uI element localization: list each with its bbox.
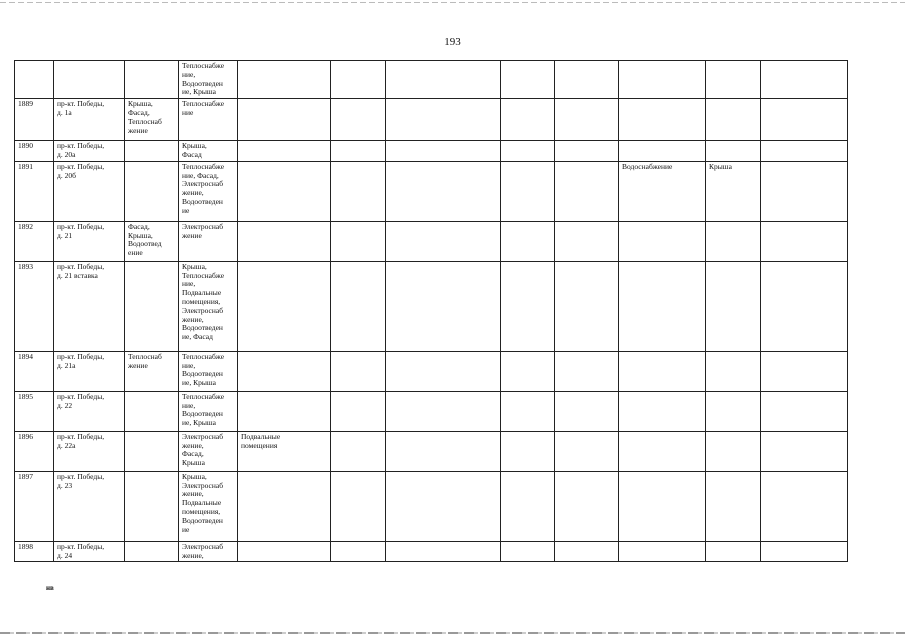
work-col11-cell [706,471,761,541]
address-cell: пр-кт. Победы, д. 23 [54,471,125,541]
work-col5-cell [238,351,331,391]
work-col3-cell [125,261,179,351]
table-row [15,99,848,141]
work-col12-cell [761,391,848,431]
work-col12-cell [761,61,848,99]
work-col9-cell [555,431,619,471]
work-col7-cell [386,161,501,221]
work-col7-cell [386,471,501,541]
work-col11-cell [706,61,761,99]
table-row [15,141,848,162]
work-col8-cell [501,141,555,162]
row-number-cell: 1897 [15,471,54,541]
work-col4-cell: Электроснаб жение, Фасад, Крыша [179,431,238,471]
work-col10-cell [619,141,706,162]
work-col3-cell [125,161,179,221]
work-col4-cell: Крыша, Электроснаб жение, Подвальные помещения, Водоотведен ие [179,471,238,541]
address-cell: пр-кт. Победы, д. 22а [54,431,125,471]
work-col4-cell: Теплоснабже ние, Водоотведен ие, Крыша [179,391,238,431]
row-number-cell: 1895 [15,391,54,431]
work-col5-cell [238,261,331,351]
work-col5-cell [238,99,331,141]
row-number-cell: 1898 [15,541,54,562]
work-col10-cell [619,431,706,471]
address-cell: пр-кт. Победы, д. 22 [54,391,125,431]
address-cell: пр-кт. Победы, д. 20б [54,161,125,221]
table-row [15,351,848,391]
work-col8-cell [501,161,555,221]
work-col5-cell [238,221,331,261]
work-col12-cell [761,431,848,471]
work-col6-cell [331,161,386,221]
row-number-cell [15,61,54,99]
work-col11-cell [706,391,761,431]
work-col6-cell [331,431,386,471]
work-col8-cell [501,471,555,541]
work-col10-cell [619,61,706,99]
table-row [15,471,848,541]
scan-edge-top [0,2,905,3]
work-col3-cell [125,471,179,541]
table-row [15,391,848,431]
work-col12-cell [761,161,848,221]
work-col9-cell [555,99,619,141]
work-col12-cell [761,261,848,351]
repair-schedule-table [14,60,848,562]
work-col11-cell [706,431,761,471]
work-col10-cell [619,221,706,261]
work-col11-cell [706,541,761,562]
work-col6-cell [331,221,386,261]
work-col6-cell [331,471,386,541]
work-col5-cell [238,541,331,562]
table-row [15,431,848,471]
work-col5-cell [238,61,331,99]
table-row [15,161,848,221]
row-number-cell: 1893 [15,261,54,351]
work-col3-cell [125,541,179,562]
work-col9-cell [555,221,619,261]
address-cell [54,61,125,99]
work-col9-cell [555,141,619,162]
work-col8-cell [501,221,555,261]
address-cell: пр-кт. Победы, д. 21 [54,221,125,261]
work-col6-cell [331,99,386,141]
row-number-cell: 1896 [15,431,54,471]
work-col3-cell [125,431,179,471]
work-col4-cell: Теплоснабже ние, Водоотведен ие, Крыша [179,61,238,99]
address-cell: пр-кт. Победы, д. 24 [54,541,125,562]
work-col6-cell [331,391,386,431]
address-cell: пр-кт. Победы, д. 1а [54,99,125,141]
work-col6-cell [331,141,386,162]
page-number: 193 [444,36,461,48]
work-col10-cell [619,471,706,541]
work-col3-cell [125,391,179,431]
table-row [15,221,848,261]
work-col12-cell [761,351,848,391]
work-col3-cell: Теплоснаб жение [125,351,179,391]
work-col12-cell [761,471,848,541]
work-col9-cell [555,471,619,541]
work-col11-cell [706,141,761,162]
work-col9-cell [555,161,619,221]
work-col3-cell: Фасад, Крыша, Водоотвед ение [125,221,179,261]
row-number-cell: 1892 [15,221,54,261]
work-col11-cell [706,351,761,391]
work-col10-cell [619,351,706,391]
work-col8-cell [501,431,555,471]
work-col4-cell: Электроснаб жение, [179,541,238,562]
work-col8-cell [501,391,555,431]
address-cell: пр-кт. Победы, д. 21а [54,351,125,391]
work-col7-cell [386,221,501,261]
work-col4-cell: Теплоснабже ние [179,99,238,141]
work-col5-cell [238,471,331,541]
work-col10-cell [619,391,706,431]
work-col3-cell [125,61,179,99]
work-col7-cell [386,99,501,141]
work-col11-cell [706,261,761,351]
work-col7-cell [386,541,501,562]
scan-edge-bottom [0,632,905,634]
work-col8-cell [501,61,555,99]
row-number-cell: 1894 [15,351,54,391]
work-col7-cell [386,431,501,471]
work-col11-cell: Крыша [706,161,761,221]
work-col10-cell: Водоснабжение [619,161,706,221]
work-col4-cell: Электроснаб жение [179,221,238,261]
work-col6-cell [331,541,386,562]
work-col9-cell [555,391,619,431]
work-col6-cell [331,261,386,351]
work-col12-cell [761,141,848,162]
work-col12-cell [761,541,848,562]
table-row [15,61,848,99]
work-col9-cell [555,61,619,99]
work-col6-cell [331,351,386,391]
row-number-cell: 1891 [15,161,54,221]
work-col8-cell [501,261,555,351]
work-col11-cell [706,221,761,261]
footer-mark: нв [46,584,54,592]
work-col10-cell [619,541,706,562]
work-col7-cell [386,261,501,351]
row-number-cell: 1890 [15,141,54,162]
work-col5-cell [238,391,331,431]
work-col3-cell [125,141,179,162]
work-col6-cell [331,61,386,99]
work-col3-cell: Крыша, Фасад, Теплоснаб жение [125,99,179,141]
table-row [15,541,848,562]
work-col5-cell: Подвальные помещения [238,431,331,471]
row-number-cell: 1889 [15,99,54,141]
work-col7-cell [386,351,501,391]
work-col9-cell [555,541,619,562]
table-row [15,261,848,351]
work-col4-cell: Теплоснабже ние, Фасад, Электроснаб жение, Водоотведен ие [179,161,238,221]
work-col11-cell [706,99,761,141]
work-col10-cell [619,99,706,141]
work-col7-cell [386,141,501,162]
work-col9-cell [555,351,619,391]
work-col4-cell: Крыша, Фасад [179,141,238,162]
work-col8-cell [501,351,555,391]
work-col5-cell [238,141,331,162]
work-col12-cell [761,221,848,261]
work-col4-cell: Крыша, Теплоснабже ние, Подвальные помещения, Электроснаб жение, Водоотведен ие, Фасад [179,261,238,351]
work-col8-cell [501,541,555,562]
work-col7-cell [386,61,501,99]
address-cell: пр-кт. Победы, д. 21 вставка [54,261,125,351]
work-col12-cell [761,99,848,141]
work-col8-cell [501,99,555,141]
address-cell: пр-кт. Победы, д. 20а [54,141,125,162]
work-col4-cell: Теплоснабже ние, Водоотведен ие, Крыша [179,351,238,391]
work-col5-cell [238,161,331,221]
work-col10-cell [619,261,706,351]
work-col7-cell [386,391,501,431]
work-col9-cell [555,261,619,351]
